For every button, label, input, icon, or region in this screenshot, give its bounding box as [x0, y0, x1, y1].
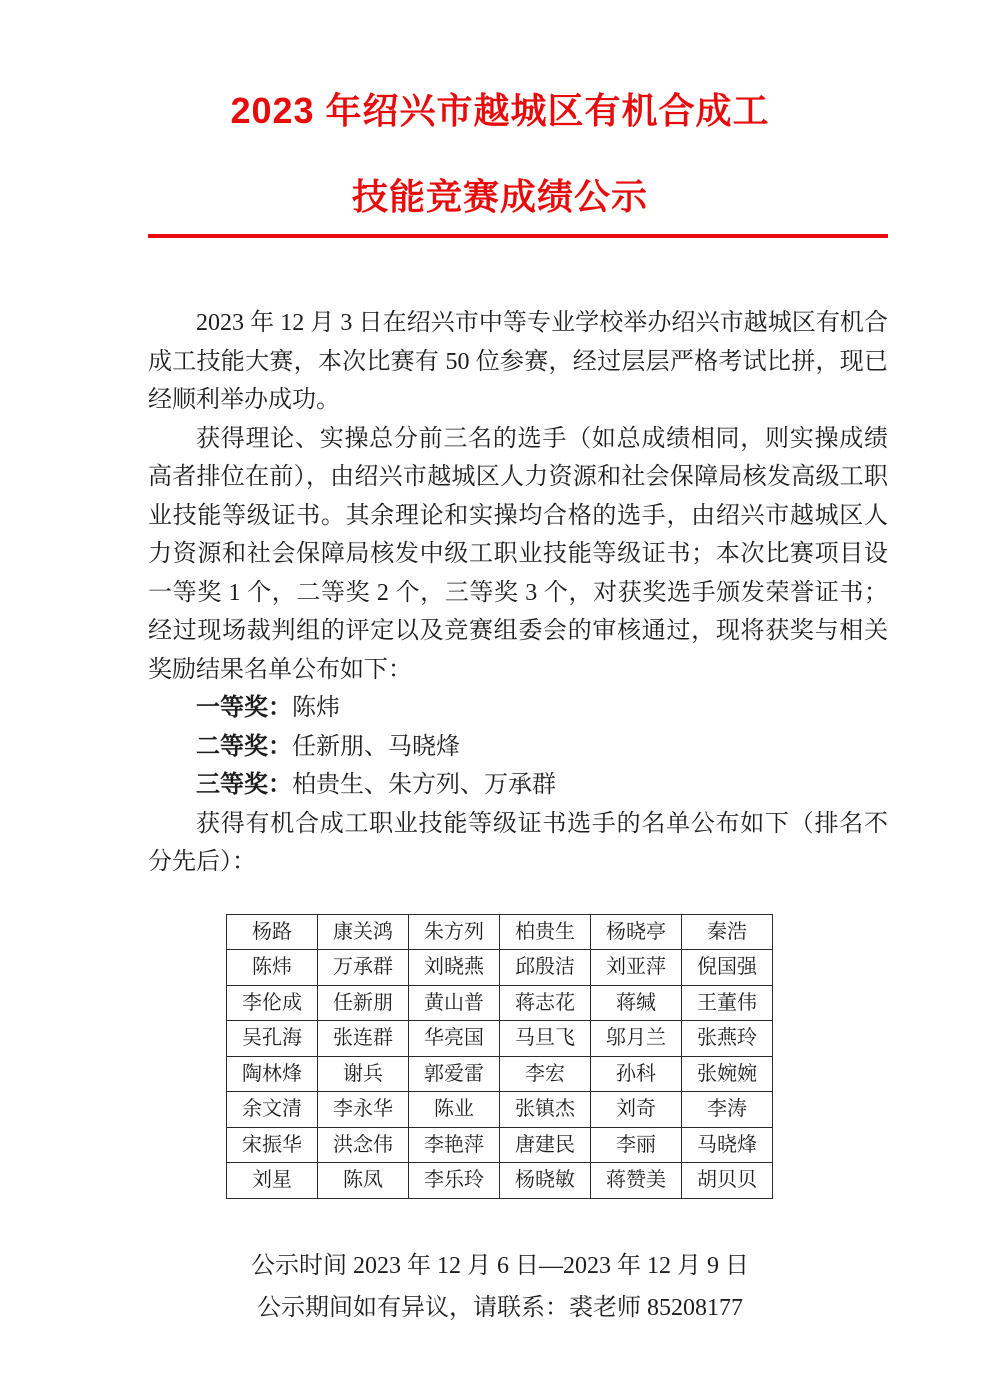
table-cell: 马旦飞	[500, 1021, 591, 1057]
footer-contact-info: 公示期间如有异议，请联系：裘老师 85208177	[257, 1294, 743, 1321]
table-cell: 华亮国	[409, 1021, 500, 1057]
table-cell: 余文清	[227, 1092, 318, 1128]
footer-publicity-period: 公示时间 2023 年 12 月 6 日—2023 年 12 月 9 日	[251, 1252, 749, 1279]
table-cell: 蒋缄	[591, 985, 682, 1021]
table-cell: 张镇杰	[500, 1092, 591, 1128]
document-body	[148, 304, 888, 1199]
title-underline-rule	[148, 234, 888, 238]
table-cell: 陈炜	[227, 950, 318, 986]
table-cell: 谢兵	[318, 1056, 409, 1092]
table-cell: 宋振华	[227, 1127, 318, 1163]
third-prize-label: 三等奖：	[196, 771, 292, 798]
second-prize-label: 二等奖：	[196, 732, 292, 760]
award-line-third-prize	[148, 766, 888, 805]
second-prize-names: 任新朋、马晓烽	[292, 733, 460, 760]
third-prize-names: 柏贵生、朱方列、万承群	[292, 772, 556, 798]
table-cell: 任新朋	[318, 985, 409, 1021]
table-row	[227, 985, 773, 1021]
table-cell: 张连群	[318, 1021, 409, 1057]
table-cell: 张燕玲	[682, 1021, 773, 1057]
table-cell: 刘奇	[591, 1092, 682, 1128]
table-cell: 吴孔海	[227, 1021, 318, 1057]
table-cell: 陈凤	[318, 1163, 409, 1199]
table-cell: 孙科	[591, 1056, 682, 1092]
table-cell: 朱方列	[409, 914, 500, 950]
table-cell: 李永华	[318, 1092, 409, 1128]
table-cell: 李丽	[591, 1127, 682, 1163]
paragraph-certificate-list-intro: 获得有机合成工职业技能等级证书选手的名单公布如下（排名不分先后）：	[148, 810, 888, 875]
table-cell: 蒋志花	[500, 985, 591, 1021]
paragraph-award-rules: 获得理论、实操总分前三名的选手（如总成绩相同，则实操成绩高者排位在前），由绍兴市越城区人力资源和社会保障局核发高级工职业技能等级证书。其余理论和实操均合格的选手，由绍兴市越城区人力资源和社会保障局核发中级工职业技能等级证书；本次比赛项目设一等奖 1 个，二等奖 2 个，三等奖 3 个，对获奖选手颁发荣誉证书；经过现场裁判组的评定以及竞赛组委会的审核通过，现将获奖与相关奖励结果名单公布如下：	[148, 425, 888, 683]
first-prize-label: 一等奖：	[196, 694, 292, 721]
table-cell: 邱殷洁	[500, 950, 591, 986]
table-cell: 李涛	[682, 1092, 773, 1128]
table-cell: 杨晓亭	[591, 914, 682, 950]
table-row	[227, 1021, 773, 1057]
award-line-second-prize	[148, 728, 888, 767]
table-cell: 刘晓燕	[409, 950, 500, 986]
table-row	[227, 950, 773, 986]
table-cell: 秦浩	[682, 914, 773, 950]
table-row	[227, 1163, 773, 1199]
document-footer	[0, 1245, 1000, 1329]
document-title	[0, 0, 1000, 218]
table-cell: 蒋赞美	[591, 1163, 682, 1199]
table-row	[227, 1092, 773, 1128]
table-row	[227, 914, 773, 950]
table-cell: 刘星	[227, 1163, 318, 1199]
table-row	[227, 1056, 773, 1092]
table-cell: 康关鸿	[318, 914, 409, 950]
award-line-first-prize	[148, 689, 888, 728]
certificate-winners-table	[226, 914, 773, 1199]
table-cell: 刘亚萍	[591, 950, 682, 986]
table-row	[227, 1127, 773, 1163]
table-cell: 杨路	[227, 914, 318, 950]
table-cell: 陶林烽	[227, 1056, 318, 1092]
table-cell: 黄山普	[409, 985, 500, 1021]
table-cell: 李艳萍	[409, 1127, 500, 1163]
table-cell: 唐建民	[500, 1127, 591, 1163]
table-cell: 倪国强	[682, 950, 773, 986]
table-cell: 李乐玲	[409, 1163, 500, 1199]
table-cell: 杨晓敏	[500, 1163, 591, 1199]
first-prize-names: 陈炜	[292, 695, 340, 721]
table-cell: 郭爱雷	[409, 1056, 500, 1092]
table-cell: 万承群	[318, 950, 409, 986]
table-cell: 陈业	[409, 1092, 500, 1128]
table-cell: 邬月兰	[591, 1021, 682, 1057]
paragraph-competition-intro: 2023 年 12 月 3 日在绍兴市中等专业学校举办绍兴市越城区有机合成工技能大赛，本次比赛有 50 位参赛，经过层层严格考试比拼，现已经顺利举办成功。	[148, 310, 888, 413]
table-cell: 李宏	[500, 1056, 591, 1092]
table-cell: 王董伟	[682, 985, 773, 1021]
table-body	[227, 914, 773, 1198]
table-cell: 洪念伟	[318, 1127, 409, 1163]
table-cell: 胡贝贝	[682, 1163, 773, 1199]
title-line-1: 2023 年绍兴市越城区有机合成工	[230, 90, 770, 131]
table-cell: 李伦成	[227, 985, 318, 1021]
title-line-2: 技能竞赛成绩公示	[351, 176, 648, 217]
table-cell: 马晓烽	[682, 1127, 773, 1163]
table-cell: 张婉婉	[682, 1056, 773, 1092]
table-cell: 柏贵生	[500, 914, 591, 950]
